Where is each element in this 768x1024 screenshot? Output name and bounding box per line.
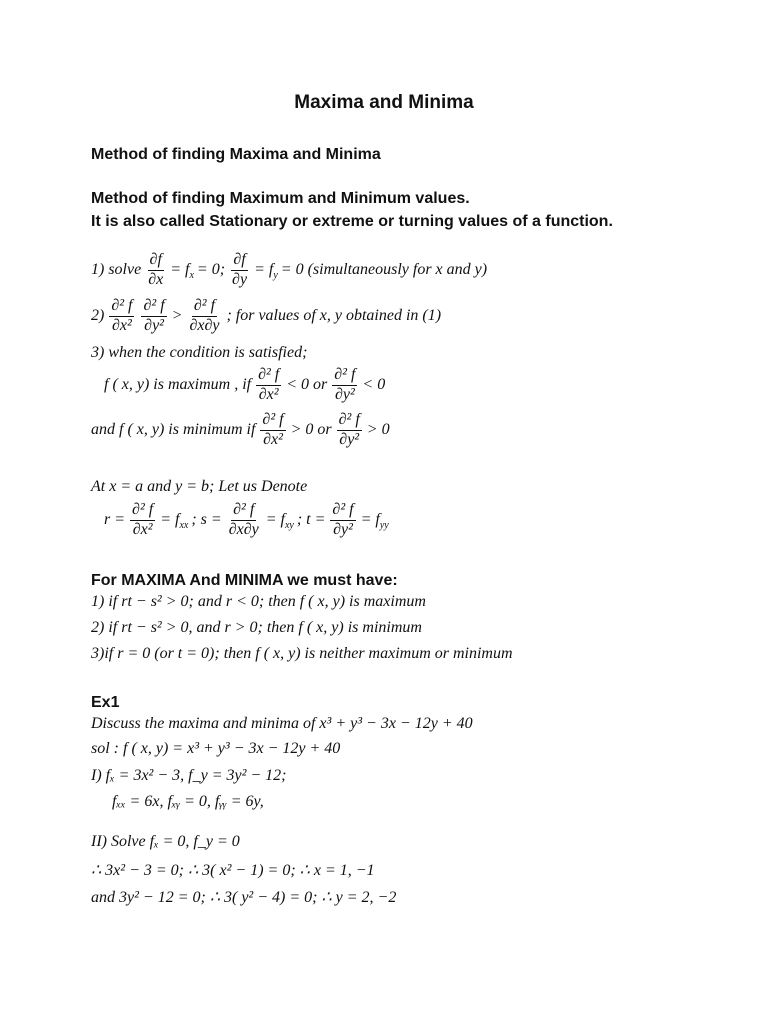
heading-also-called: It is also called Stationary or extreme or turning values of a function.: [91, 213, 613, 230]
step-2: 2) $\frac{\text{∂² f}}{\text{∂x²}}$ $\frac{\text{∂² f}}{\text{∂y²}}$ > $\frac{\text{∂² f}}{\partial x\partial y}$ ; for values of x, y obtained in (1): [91, 297, 442, 334]
d2f-dxdy-fraction: $\frac{\text{∂² f}}{\partial x\partial y}$: [189, 297, 220, 334]
condition-1: 1) if rt − s² > 0; and r < 0; then f ( x, y) is maximum: [91, 593, 426, 610]
minimum-condition: and f ( x, y) is minimum if $\frac{\text{∂² f}}{\text{∂x²}}$ > 0 or $\frac{\text{∂² f}}{\text{∂y²}}$ > 0: [91, 411, 390, 448]
d2f-dx2-fraction: $\frac{\text{∂² f}}{\text{∂x²}}$: [111, 297, 133, 334]
denote-line: At x = a and y = b; Let us Denote: [91, 478, 308, 495]
step-3: 3) when the condition is satisfied;: [91, 344, 308, 361]
d2f-dy2-fraction: $\frac{\text{∂² f}}{\text{∂y²}}$: [143, 297, 165, 334]
condition-3: 3)if r = 0 (or t = 0); then f ( x, y) is neither maximum or minimum: [91, 645, 513, 662]
heading-method: Method of finding Maxima and Minima: [91, 146, 381, 163]
example-discuss: Discuss the maxima and minima of x³ + y³ − 3x − 12y + 40: [91, 715, 473, 732]
partial-f-dx-fraction: $\frac{\partial f}{\partial x}$: [148, 251, 164, 288]
page-title: Maxima and Minima: [294, 92, 474, 113]
example-solution: sol : f ( x, y) = x³ + y³ − 3x − 12y + 40: [91, 740, 341, 757]
partial-f-dy-fraction: $\frac{\partial f}{\partial y}$: [232, 251, 248, 288]
example-solve-x: ∴ 3x² − 3 = 0; ∴ 3( x² − 1) = 0; ∴ x = 1, −1: [91, 862, 375, 879]
example-solve: II) Solve fₓ = 0, f_y = 0: [91, 833, 240, 850]
heading-method-values: Method of finding Maximum and Minimum values.: [91, 190, 470, 207]
step-1: 1) solve $\frac{\partial f}{\partial x}$ = $f_x$ = 0; $\frac{\partial f}{\partial y}$ = $f_y$ = 0 (simultaneously for x and y): [91, 251, 488, 288]
example-second-derivatives: fₓₓ = 6x, fₓᵧ = 0, fᵧᵧ = 6y,: [112, 793, 264, 810]
step-1-prefix: 1) solve: [91, 261, 142, 279]
example-first-derivatives: I) fₓ = 3x² − 3, f_y = 3y² − 12;: [91, 767, 287, 784]
maximum-condition: f ( x, y) is maximum , if $\frac{\text{∂² f}}{\text{∂x²}}$ < 0 or $\frac{\text{∂² f}}{\text{∂y²}}$ < 0: [104, 366, 386, 403]
heading-ex1: Ex1: [91, 694, 120, 711]
condition-2: 2) if rt − s² > 0, and r > 0; then f ( x, y) is minimum: [91, 619, 422, 636]
example-solve-y: and 3y² − 12 = 0; ∴ 3( y² − 4) = 0; ∴ y = 2, −2: [91, 889, 397, 906]
rst-definitions: r = $\frac{\text{∂² f}}{\text{∂x²}}$ = $f_{xx}$ ; s = $\frac{\text{∂² f}}{\partial x\partial y}$ = $f_{xy}$ ; t = $\frac{\text{∂² f}}{\text{∂y²}}$ = $f_{yy}$: [104, 501, 389, 538]
heading-for-maxima: For MAXIMA And MINIMA we must have:: [91, 572, 398, 589]
